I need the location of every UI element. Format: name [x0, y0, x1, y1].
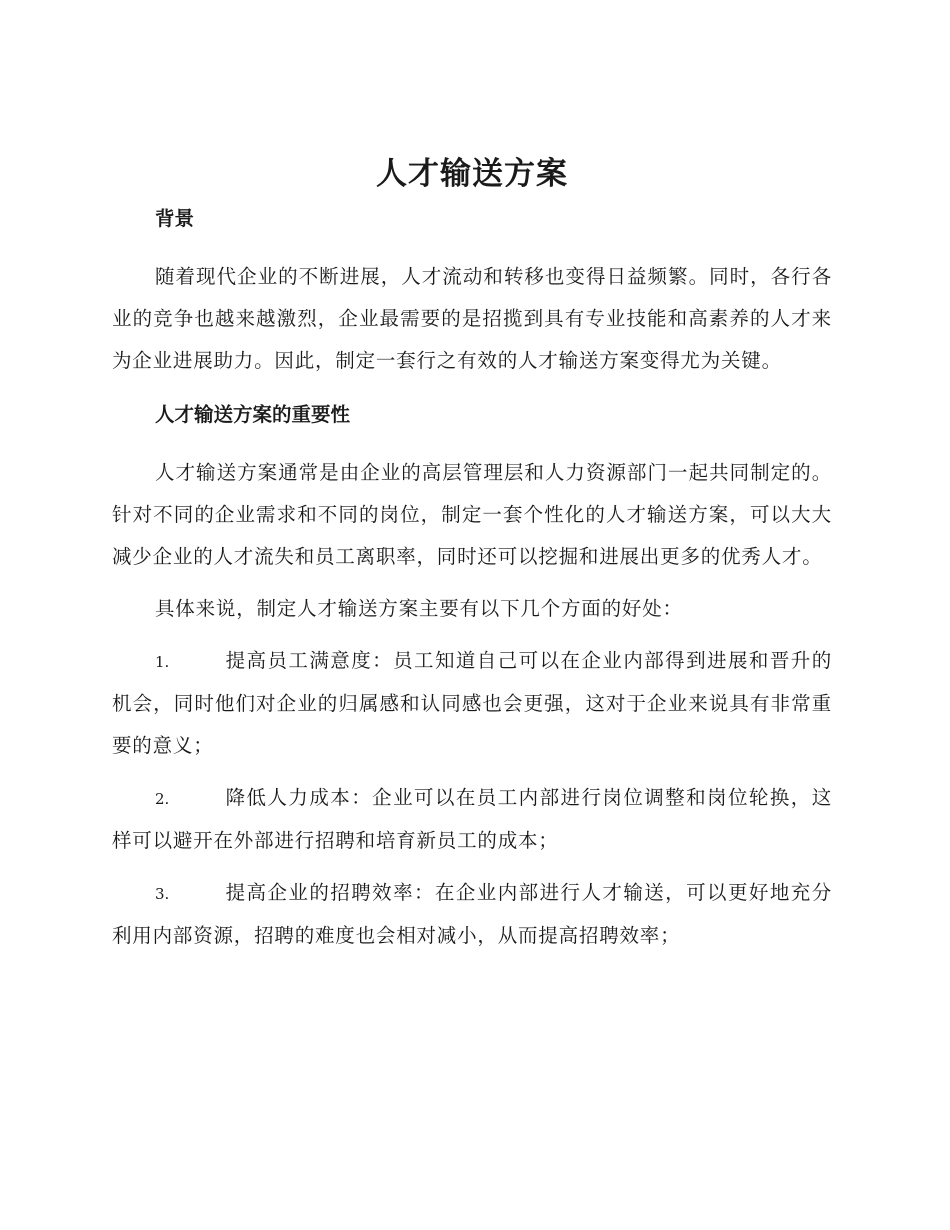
document-title: 人才输送方案 — [376, 156, 568, 192]
section-importance — [112, 400, 832, 957]
paragraph: 人才输送方案通常是由企业的高层管理层和人力资源部门一起共同制定的。针对不同的企业需求和不同的岗位，制定一套个性化的人才输送方案，可以大大减少企业的人才流失和员工离职率，同时还可以挖掘和进展出更多的优秀人才。 — [112, 461, 832, 568]
paragraph: 随着现代企业的不断进展，人才流动和转移也变得日益频繁。同时，各行各业的竞争也越来越激烈，企业最需要的是招揽到具有专业技能和高素养的人才来为企业进展助力。因此，制定一套行之有效的人才输送方案变得尤为关键。 — [112, 265, 832, 372]
list-item-number: 3. — [155, 885, 170, 903]
list-item-text: 提高企业的招聘效率：在企业内部进行人才输送，可以更好地充分利用内部资源，招聘的难度也会相对减小，从而提高招聘效率； — [112, 881, 832, 947]
list-item-number: 2. — [155, 790, 170, 808]
document-page — [112, 148, 832, 967]
list-item-number: 1. — [155, 653, 170, 671]
section-background — [112, 204, 832, 382]
list-item — [112, 640, 832, 767]
list-item — [112, 872, 832, 957]
list-item — [112, 777, 832, 862]
list-item-text: 提高员工满意度：员工知道自己可以在企业内部得到进展和晋升的机会，同时他们对企业的归属感和认同感也会更强，这对于企业来说具有非常重要的意义； — [112, 649, 832, 757]
section-heading: 人才输送方案的重要性 — [155, 403, 351, 426]
section-heading: 背景 — [155, 207, 195, 230]
list-item-text: 降低人力成本：企业可以在员工内部进行岗位调整和岗位轮换，这样可以避开在外部进行招聘和培育新员工的成本； — [112, 786, 832, 852]
benefits-list — [112, 640, 832, 957]
paragraph: 具体来说，制定人才输送方案主要有以下几个方面的好处： — [155, 597, 683, 620]
